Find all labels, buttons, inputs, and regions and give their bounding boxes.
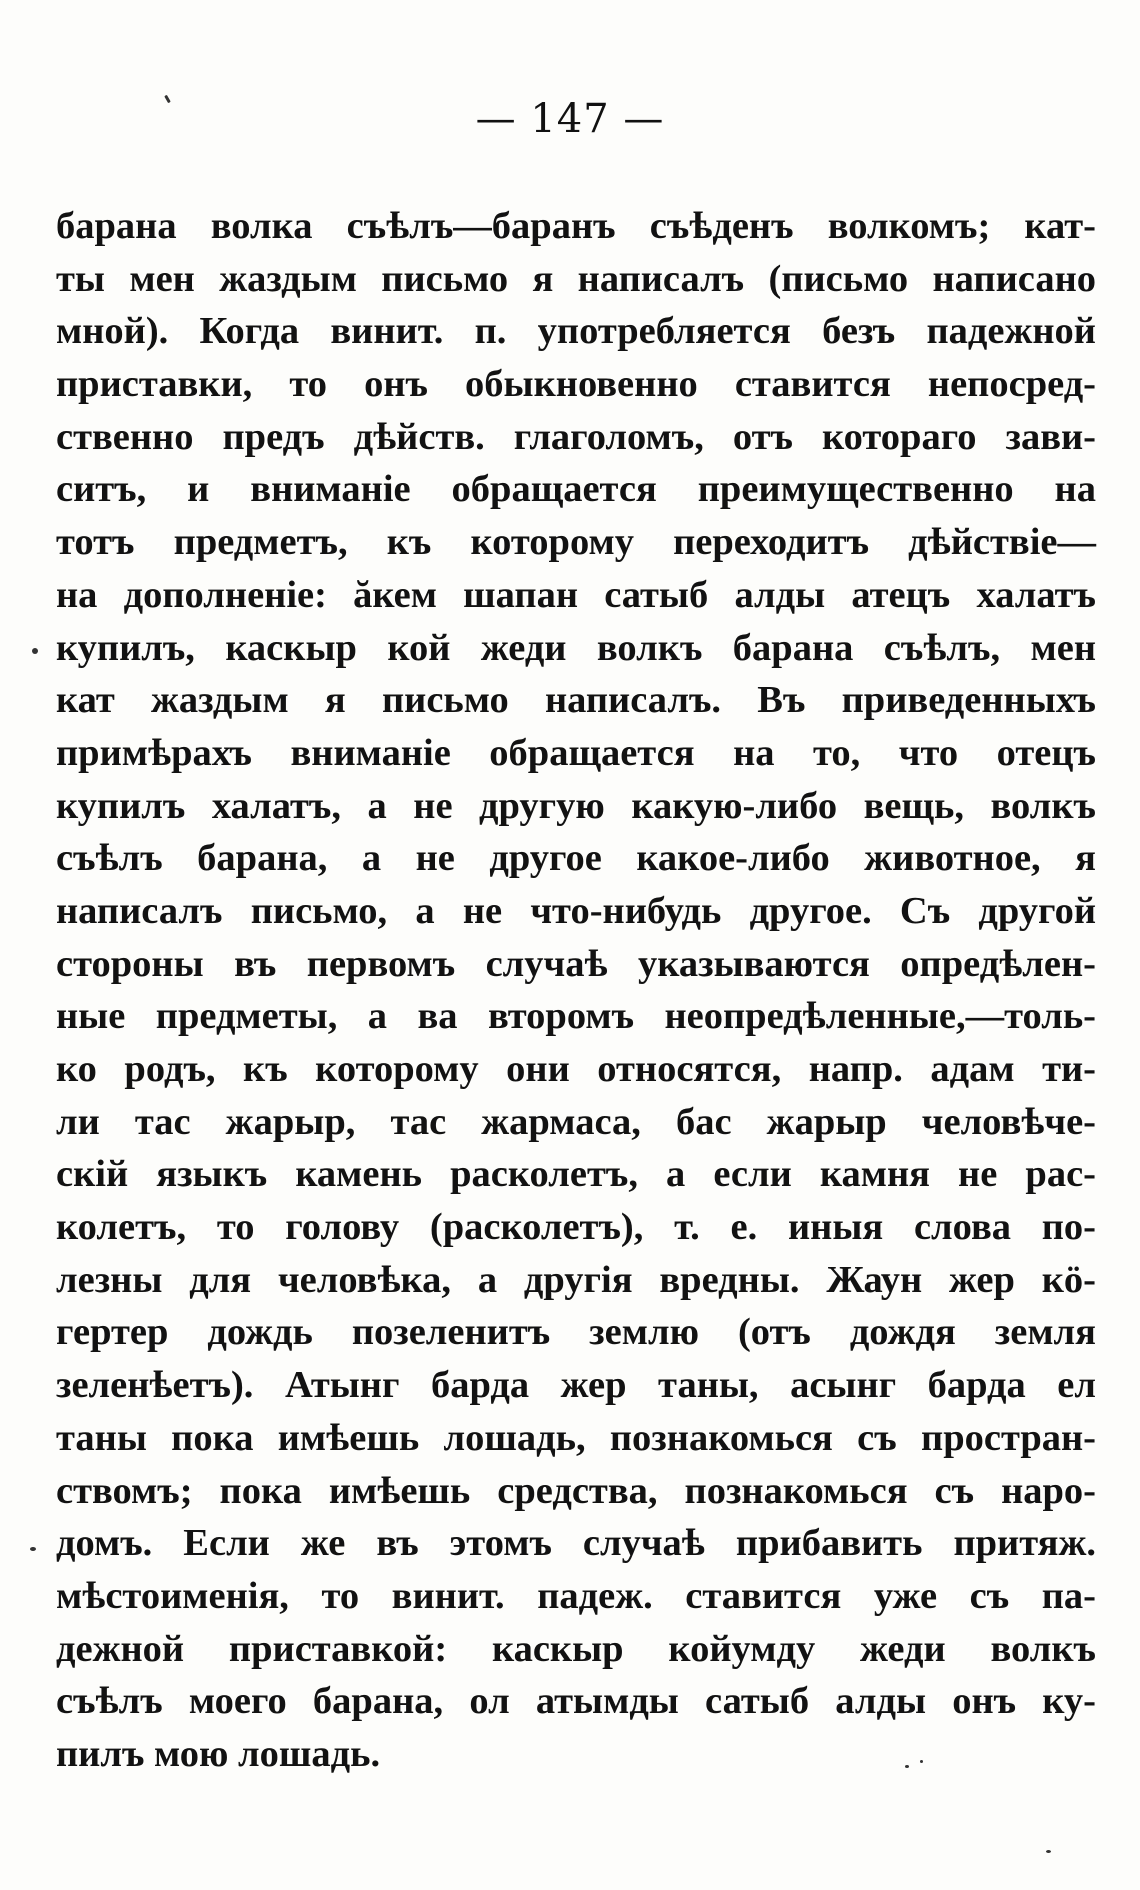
text-line: ные предметы, а ва второмъ неопредѣленные,—толь-	[56, 995, 1096, 1038]
text-line: мѣстоименія, то винит. падеж. ставится уже съ па-	[56, 1574, 1096, 1617]
text-line: примѣрахъ вниманіе обращается на то, что отецъ	[56, 731, 1096, 774]
text-line: ситъ, и вниманіе обращается преимущественно на	[56, 468, 1096, 511]
text-line: ственно предъ дѣйств. глаголомъ, отъ котораго зави-	[56, 415, 1096, 458]
ink-speck	[30, 1547, 36, 1551]
text-line: мной). Когда винит. п. употребляется безъ падежной	[56, 310, 1096, 353]
text-line: купилъ халатъ, а не другую какую-либо вещь, волкъ	[56, 784, 1096, 827]
text-line: ко родъ, къ которому они относятся, напр. адам ти-	[56, 1048, 1096, 1090]
text-line: на дополненіе: ăкем шапан сатыб алды атецъ халатъ	[56, 573, 1096, 616]
text-line: купилъ, каскыр кой жеди волкъ барана съѣлъ, мен	[56, 626, 1096, 669]
text-line: ли тас жарыр, тас жармаса, бас жарыр человѣче-	[56, 1100, 1096, 1143]
text-line: пилъ мою лошадь.	[56, 1732, 381, 1775]
text-line: барана волка съѣлъ—баранъ съѣденъ волкомъ; кат-	[56, 205, 1096, 247]
text-line: скій языкъ камень расколетъ, а если камня не рас-	[56, 1153, 1096, 1196]
text-line: домъ. Если же въ этомъ случаѣ прибавить притяж.	[56, 1522, 1096, 1565]
ink-speck	[1046, 1850, 1051, 1853]
text-line: гертер дождь позеленитъ землю (отъ дождя земля	[56, 1311, 1096, 1354]
text-line: таны пока имѣешь лошадь, познакомься съ простран-	[56, 1416, 1096, 1459]
page-number: — 147 —	[475, 96, 665, 142]
text-line: съѣлъ моего барана, ол атымды сатыб алды онъ ку-	[56, 1680, 1096, 1723]
text-line: тотъ предметъ, къ которому переходитъ дѣйствіе—	[56, 521, 1096, 564]
text-line: колетъ, то голову (расколетъ), т. е. иныя слова по-	[56, 1206, 1096, 1249]
body-text	[56, 200, 1096, 1781]
text-line: ты мен жаздым письмо я написалъ (письмо написано	[56, 257, 1096, 300]
text-line: приставки, то онъ обыкновенно ставится непосред-	[56, 363, 1096, 406]
ink-speck	[32, 648, 38, 654]
text-line: зеленѣетъ). Атынг барда жер таны, асынг барда ел	[56, 1364, 1096, 1407]
text-line: написалъ письмо, а не что-нибудь другое. Съ другой	[56, 889, 1096, 932]
text-line: лезны для человѣка, а другія вредны. Жаун жер кö-	[56, 1258, 1096, 1301]
text-line: стороны въ первомъ случаѣ указываются опредѣлен-	[56, 942, 1096, 985]
text-line: дежной приставкой: каскыр койумду жеди волкъ	[56, 1627, 1096, 1670]
text-line: ствомъ; пока имѣешь средства, познакомься съ наро-	[56, 1469, 1096, 1512]
text-line: кат жаздым я письмо написалъ. Въ приведенныхъ	[56, 679, 1096, 722]
text-line: съѣлъ барана, а не другое какое-либо животное, я	[56, 837, 1096, 880]
